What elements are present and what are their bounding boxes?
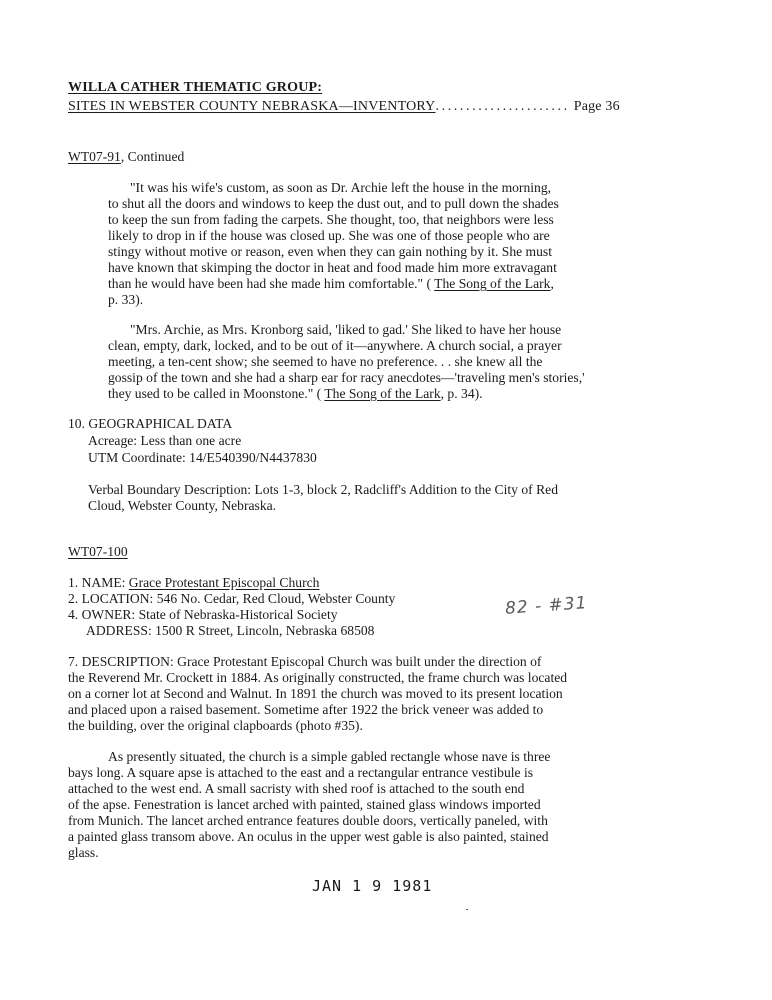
quote-line <box>108 276 554 292</box>
description-line: the building, over the original clapboards (photo #35). <box>68 718 363 733</box>
book-title: The Song of the Lark <box>324 386 441 401</box>
description-line: 7. DESCRIPTION: Grace Protestant Episcopal Church was built under the direction of <box>68 654 542 669</box>
boundary-description: Cloud, Webster County, Nebraska. <box>88 498 277 513</box>
entry-id: WT07-91 <box>68 149 121 164</box>
entry-heading-continued <box>68 149 184 165</box>
quote-line: gossip of the town and she had a sharp ear for racy anecdotes—'traveling men's stories,' <box>108 370 585 385</box>
continued-label: , Continued <box>120 149 185 164</box>
section-heading: 10. GEOGRAPHICAL DATA <box>68 416 233 431</box>
quote-line: to shut all the doors and windows to keep the dust out, and to pull down the shades <box>108 196 559 211</box>
quote-line: stingy without motive or reason, even when they can gain nothing by it. She must <box>108 244 552 259</box>
acreage: Acreage: Less than one acre <box>88 433 242 448</box>
quote-line: likely to drop in if the house was closed up. She was one of those people who are <box>108 228 550 243</box>
quote-text: , p. 34). <box>440 386 483 401</box>
quote-line: have known that skimping the doctor in heat and food made him more extravagant <box>108 260 557 275</box>
description-line: As presently situated, the church is a simple gabled rectangle whose nave is three <box>108 749 551 764</box>
handwritten-note: 82 - #31 <box>504 593 589 619</box>
name-label: 1. NAME: <box>68 575 129 590</box>
group-title: WILLA CATHER THEMATIC GROUP: <box>68 80 323 95</box>
description-line: attached to the west end. A small sacristy with shed roof is attached to the south end <box>68 781 525 796</box>
address-field: ADDRESS: 1500 R Street, Lincoln, Nebraska 68508 <box>86 623 375 638</box>
utm-coordinate: UTM Coordinate: 14/E540390/N4437830 <box>88 450 317 465</box>
boundary-description: Verbal Boundary Description: Lots 1-3, block 2, Radcliff's Addition to the City of Red <box>88 482 558 497</box>
quote-citation: p. 33). <box>108 292 144 307</box>
description-line: glass. <box>68 845 99 860</box>
location-field: 2. LOCATION: 546 No. Cedar, Red Cloud, Webster County <box>68 591 396 606</box>
quote-text: they used to be called in Moonstone." ( <box>108 386 325 401</box>
quote-line: to keep the sun from fading the carpets. She thought, too, that neighbors were less <box>108 212 554 227</box>
description-line: of the apse. Fenestration is lancet arched with painted, stained glass windows imported <box>68 797 541 812</box>
quote-line: "It was his wife's custom, as soon as Dr. Archie left the house in the morning, <box>130 180 552 195</box>
book-title: The Song of the Lark <box>434 276 551 291</box>
date-stamp: JAN 1 9 1981 <box>312 877 433 895</box>
description-line: the Reverend Mr. Crockett in 1884. As originally constructed, the frame church was located <box>68 670 568 685</box>
quote-text: , <box>550 276 554 291</box>
description-line: a painted glass transom above. An oculus in the upper west gable is also painted, stained <box>68 829 549 844</box>
description-line: on a corner lot at Second and Walnut. In 1891 the church was moved to its present location <box>68 686 563 701</box>
dot-leader: ...................... <box>435 99 570 114</box>
quote-line <box>108 386 483 402</box>
church-name: Grace Protestant Episcopal Church <box>128 575 320 590</box>
entry-id: WT07-100 <box>68 544 128 559</box>
quote-text: than he would have been had she made him comfortable." ( <box>108 276 435 291</box>
quote-line: "Mrs. Archie, as Mrs. Kronborg said, 'liked to gad.' She liked to have her house <box>130 322 562 337</box>
description-line: and placed upon a raised basement. Sometime after 1922 the brick veneer was added to <box>68 702 544 717</box>
page-number: Page 36 <box>573 99 620 114</box>
description-line: from Munich. The lancet arched entrance features double doors, vertically paneled, with <box>68 813 548 828</box>
description-line: bays long. A square apse is attached to the east and a rectangular entrance vestibule is <box>68 765 534 780</box>
quote-line: meeting, a ten-cent show; she seemed to have no preference. . . she knew all the <box>108 354 543 369</box>
owner-field: 4. OWNER: State of Nebraska-Historical Society <box>68 607 338 622</box>
quote-line: clean, empty, dark, locked, and to be out of it—anywhere. A church social, a prayer <box>108 338 562 353</box>
scan-speck <box>466 909 468 910</box>
name-field <box>68 575 319 591</box>
inventory-title-line <box>68 99 620 115</box>
inventory-title: SITES IN WEBSTER COUNTY NEBRASKA—INVENTORY <box>68 99 436 114</box>
